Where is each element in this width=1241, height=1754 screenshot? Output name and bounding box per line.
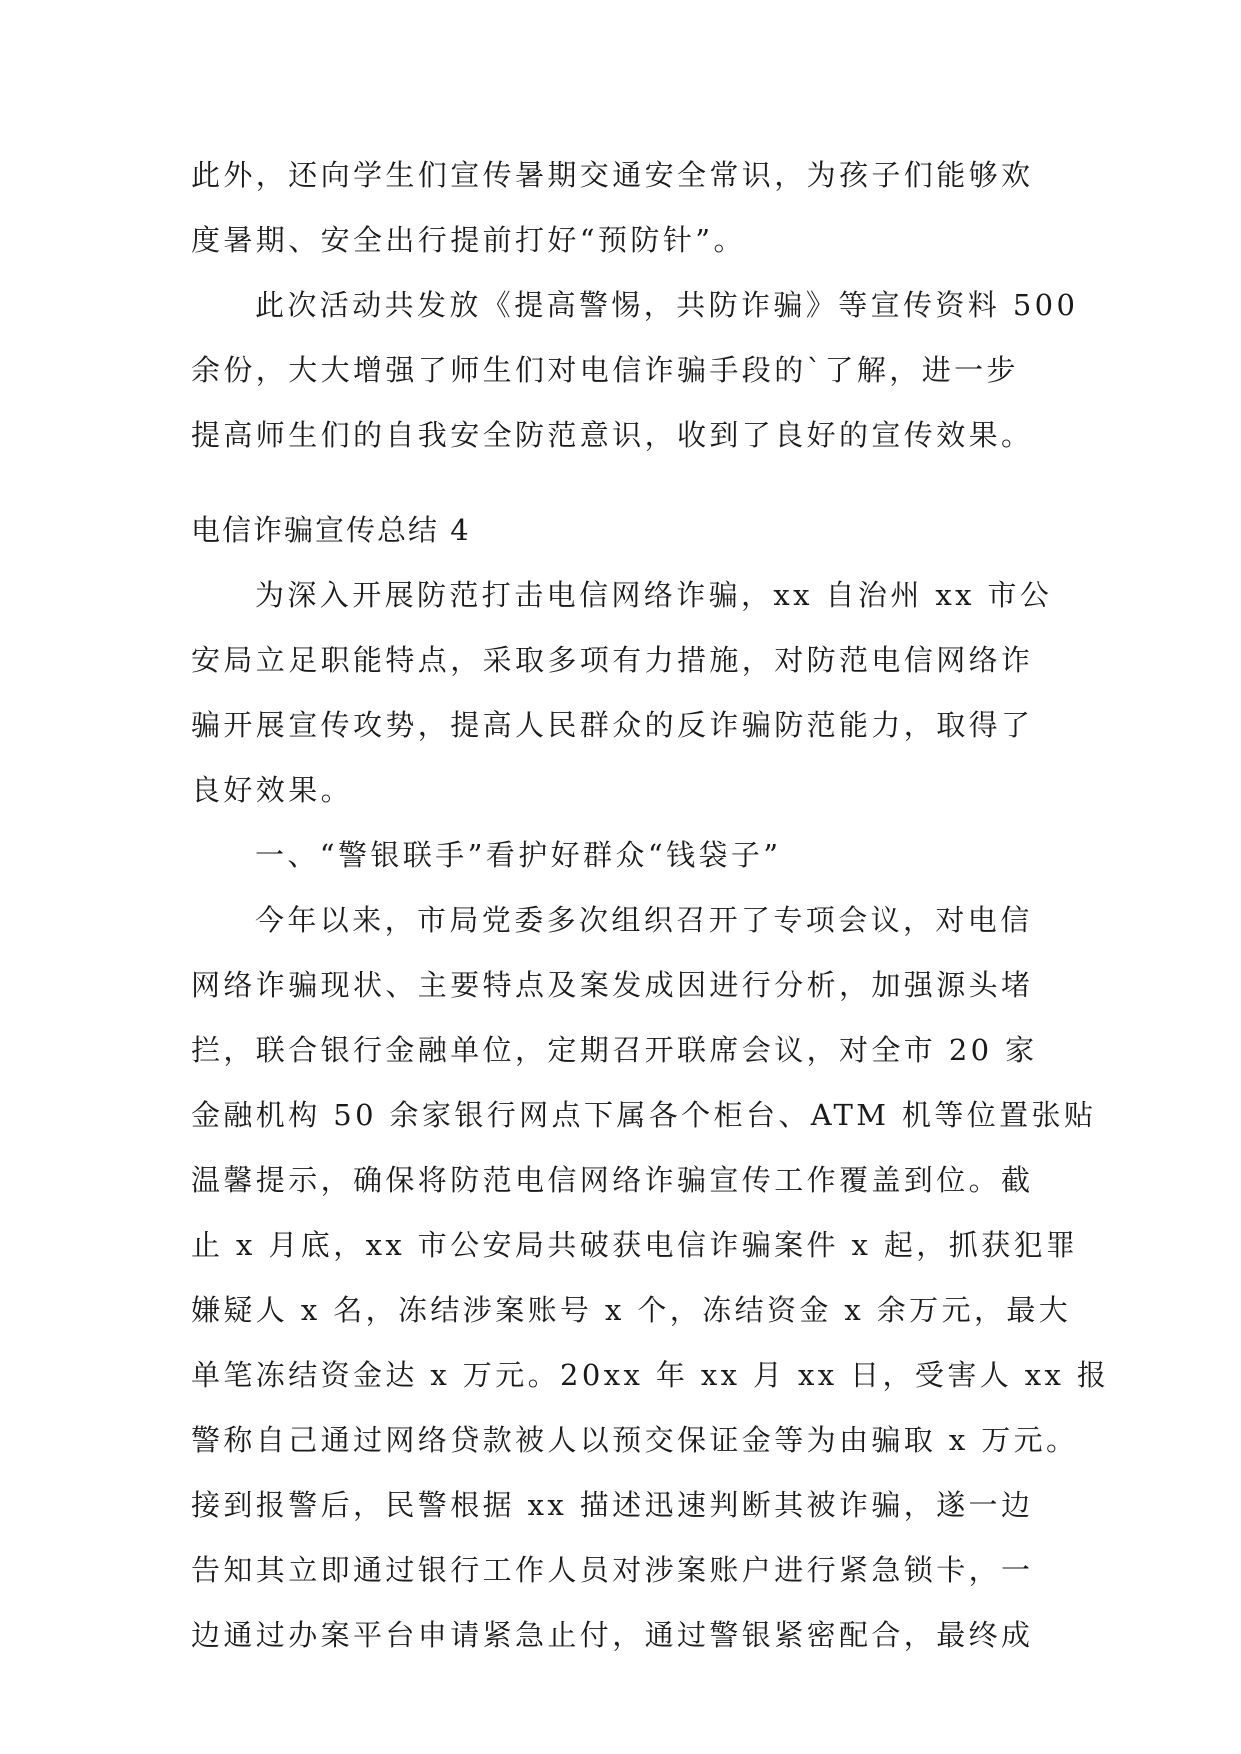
text-line: 度暑期、安全出行提前打好“预防针”。 (191, 223, 746, 257)
text-line: 网络诈骗现状、主要特点及案发成因进行分析，加强源头堵 (191, 968, 1034, 1002)
text-line: 嫌疑人 x 名，冻结涉案账号 x 个，冻结资金 x 余万元，最大 (191, 1293, 1072, 1327)
text-line: 警称自己通过网络贷款被人以预交保证金等为由骗取 x 万元。 (191, 1423, 1079, 1457)
text-line: 良好效果。 (191, 773, 354, 807)
section-heading: 电信诈骗宣传总结 4 (191, 513, 471, 547)
text-line: 接到报警后，民警根据 xx 描述迅速判断其被诈骗，遂一边 (191, 1488, 1034, 1522)
text-line: 告知其立即通过银行工作人员对涉案账户进行紧急锁卡，一 (191, 1553, 1034, 1587)
subsection-heading: 一、“警银联手”看护好群众“钱袋子” (255, 838, 782, 872)
text-line: 安局立足职能特点，采取多项有力措施，对防范电信网络诈 (191, 643, 1034, 677)
text-line: 单笔冻结资金达 x 万元。20xx 年 xx 月 xx 日，受害人 xx 报 (191, 1358, 1110, 1392)
text-line: 止 x 月底，xx 市公安局共破获电信诈骗案件 x 起，抓获犯罪 (191, 1228, 1079, 1262)
text-line: 拦，联合银行金融单位，定期召开联席会议，对全市 20 家 (191, 1033, 1038, 1067)
text-line: 骗开展宣传攻势，提高人民群众的反诈骗防范能力，取得了 (191, 708, 1034, 742)
paragraph-first-line: 此次活动共发放《提高警惕，共防诈骗》等宣传资料 500 (255, 288, 1079, 322)
text-line: 温馨提示，确保将防范电信网络诈骗宣传工作覆盖到位。截 (191, 1163, 1034, 1197)
text-line: 余份，大大增强了师生们对电信诈骗手段的`了解，进一步 (191, 353, 1019, 387)
text-line: 金融机构 50 余家银行网点下属各个柜台、ATM 机等位置张贴 (191, 1098, 1097, 1132)
paragraph-first-line: 今年以来，市局党委多次组织召开了专项会议，对电信 (255, 903, 1033, 937)
paragraph-first-line: 为深入开展防范打击电信网络诈骗，xx 自治州 xx 市公 (255, 578, 1053, 612)
text-line: 边通过办案平台申请紧急止付，通过警银紧密配合，最终成 (191, 1618, 1034, 1652)
text-line: 此外，还向学生们宣传暑期交通安全常识，为孩子们能够欢 (191, 158, 1034, 192)
text-line: 提高师生们的自我安全防范意识，收到了良好的宣传效果。 (191, 418, 1034, 452)
